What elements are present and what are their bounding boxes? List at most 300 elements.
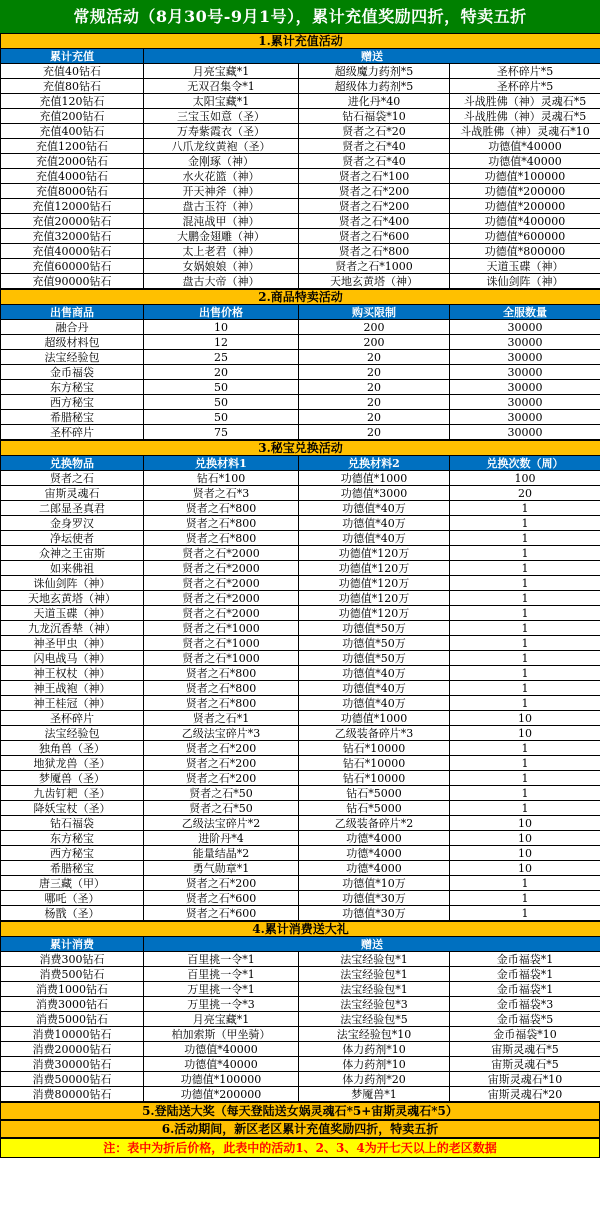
table-cell: 金币福袋: [1, 365, 144, 380]
table-cell: 贤者之石*600: [144, 906, 299, 921]
table-cell: 功德值*1000: [299, 471, 450, 486]
table-row: [1, 621, 600, 636]
table-row: [1, 425, 600, 440]
table-row: [1, 771, 600, 786]
table-cell: 超级体力药剂*5: [299, 79, 450, 94]
table-cell: 50: [144, 395, 299, 410]
table-cell: 充值12000钻石: [1, 199, 144, 214]
table-cell: 1: [450, 651, 600, 666]
table-cell: 斗战胜佛（神）灵魂石*5: [450, 109, 600, 124]
table-row: [1, 576, 600, 591]
table-row: [1, 651, 600, 666]
table-cell: 充值60000钻石: [1, 259, 144, 274]
table-row: [1, 997, 600, 1012]
table-cell: 乙级法宝碎片*3: [144, 726, 299, 741]
table-cell: 充值80钻石: [1, 79, 144, 94]
table-cell: 法宝经验包: [1, 350, 144, 365]
table-cell: 天地玄黄塔（神）: [1, 591, 144, 606]
table-cell: 进化丹*40: [299, 94, 450, 109]
table-cell: 贤者之石*2000: [144, 561, 299, 576]
header-cell: 出售商品: [1, 305, 144, 320]
table-cell: 法宝经验包*1: [299, 982, 450, 997]
table-cell: 充值1200钻石: [1, 139, 144, 154]
table-row: [1, 696, 600, 711]
table-cell: 法宝经验包*5: [299, 1012, 450, 1027]
table-cell: 20: [299, 410, 450, 425]
table-cell: 贤者之石*200: [299, 199, 450, 214]
table-cell: 1: [450, 546, 600, 561]
table-cell: 乙级装备碎片*2: [299, 816, 450, 831]
table-cell: 功德值*200000: [450, 199, 600, 214]
table-cell: 斗战胜佛（神）灵魂石*10: [450, 124, 600, 139]
table-cell: 贤者之石*2000: [144, 546, 299, 561]
table-cell: 体力药剂*10: [299, 1042, 450, 1057]
table-cell: 1: [450, 741, 600, 756]
table-cell: 充值40000钻石: [1, 244, 144, 259]
table-cell: 充值90000钻石: [1, 274, 144, 289]
table-cell: 充值40钻石: [1, 64, 144, 79]
table-cell: 超级魔力药剂*5: [299, 64, 450, 79]
table-cell: 贤者之石*20: [299, 124, 450, 139]
table-cell: 1: [450, 636, 600, 651]
table-cell: 功德值*40万: [299, 531, 450, 546]
table-cell: 金币福袋*1: [450, 982, 600, 997]
table-row: [1, 1057, 600, 1072]
table-row: [1, 320, 600, 335]
table-cell: 12: [144, 335, 299, 350]
table-row: [1, 124, 600, 139]
table-cell: 金币福袋*10: [450, 1027, 600, 1042]
table-cell: 1: [450, 876, 600, 891]
table-cell: 充值8000钻石: [1, 184, 144, 199]
footer-note: 注：表中为折后价格，此表中的活动1、2、3、4为开七天以上的老区数据: [0, 1138, 600, 1158]
table-cell: 众神之王宙斯: [1, 546, 144, 561]
table-cell: 钻石*5000: [299, 801, 450, 816]
table-cell: 贤者之石*800: [144, 516, 299, 531]
table-cell: 东方秘宝: [1, 380, 144, 395]
table-cell: 盘古大帝（神）: [144, 274, 299, 289]
table-cell: 神王权杖（神）: [1, 666, 144, 681]
table-cell: 100: [450, 471, 600, 486]
table-row: [1, 861, 600, 876]
table-row: [1, 666, 600, 681]
header-cell: 购买限制: [299, 305, 450, 320]
table-cell: 九齿钉耙（圣）: [1, 786, 144, 801]
table-cell: 充值400钻石: [1, 124, 144, 139]
table-cell: 1: [450, 591, 600, 606]
header-cell: 兑换材料2: [299, 456, 450, 471]
table-cell: 1: [450, 906, 600, 921]
table-cell: 功德值*40万: [299, 696, 450, 711]
table-cell: 200: [299, 320, 450, 335]
table-cell: 30000: [450, 320, 600, 335]
table-row: [1, 906, 600, 921]
table-cell: 如来佛祖: [1, 561, 144, 576]
table-cell: 30000: [450, 335, 600, 350]
table-cell: 万寿紫霞衣（圣）: [144, 124, 299, 139]
table-cell: 太阳宝藏*1: [144, 94, 299, 109]
table-cell: 30000: [450, 425, 600, 440]
table-row: [1, 139, 600, 154]
table-cell: 神圣甲虫（神）: [1, 636, 144, 651]
table-cell: 10: [144, 320, 299, 335]
table-cell: 八爪龙纹黄袍（圣）: [144, 139, 299, 154]
table-cell: 1: [450, 576, 600, 591]
table-cell: 功德值*120万: [299, 561, 450, 576]
table-row: [1, 726, 600, 741]
table-cell: 梦魇兽*1: [299, 1087, 450, 1102]
table-cell: 贤者之石*800: [144, 681, 299, 696]
table-cell: 东方秘宝: [1, 831, 144, 846]
table-cell: 法宝经验包*3: [299, 997, 450, 1012]
table-cell: 贤者之石*400: [299, 214, 450, 229]
table-cell: 贤者之石*800: [299, 244, 450, 259]
section-title-consumption: 4.累计消费送大礼: [1, 922, 600, 937]
table-row: [1, 350, 600, 365]
table-cell: 贤者之石*1000: [144, 651, 299, 666]
table-row: [1, 561, 600, 576]
table-cell: 地狱龙兽（圣）: [1, 756, 144, 771]
table-cell: 功德值*50万: [299, 636, 450, 651]
table-cell: 贤者之石*100: [299, 169, 450, 184]
table-row: [1, 786, 600, 801]
table-cell: 功德值*40万: [299, 681, 450, 696]
table-row: [1, 274, 600, 289]
table-row: [1, 801, 600, 816]
table-row: [1, 109, 600, 124]
table-row: [1, 606, 600, 621]
table-cell: 消费50000钻石: [1, 1072, 144, 1087]
table-cell: 金币福袋*3: [450, 997, 600, 1012]
table-cell: 钻石福袋*10: [299, 109, 450, 124]
table-row: [1, 199, 600, 214]
table-cell: 功德值*50万: [299, 621, 450, 636]
table-cell: 贤者之石*50: [144, 786, 299, 801]
table-cell: 万里挑一令*3: [144, 997, 299, 1012]
section-title-sale: 2.商品特卖活动: [1, 290, 600, 305]
table-row: [1, 259, 600, 274]
table-cell: 金币福袋*1: [450, 952, 600, 967]
table-row: [1, 816, 600, 831]
table-row: [1, 395, 600, 410]
table-cell: 圣杯碎片: [1, 711, 144, 726]
table-cell: 10: [450, 846, 600, 861]
table-cell: 20: [299, 395, 450, 410]
table-cell: 贤者之石*2000: [144, 591, 299, 606]
table-cell: 圣杯碎片*5: [450, 64, 600, 79]
table-row: [1, 891, 600, 906]
table-cell: 盘古玉符（神）: [144, 199, 299, 214]
table-cell: 消费10000钻石: [1, 1027, 144, 1042]
table-cell: 贤者之石*50: [144, 801, 299, 816]
table-cell: 贤者之石*40: [299, 139, 450, 154]
table-cell: 20: [299, 380, 450, 395]
table-cell: 金币福袋*5: [450, 1012, 600, 1027]
table-cell: 贤者之石*3: [144, 486, 299, 501]
header-cell: 累计充值: [1, 49, 144, 64]
table-row: [1, 831, 600, 846]
table-cell: 贤者之石*200: [144, 771, 299, 786]
table-cell: 柏加索斯（甲坐骑）: [144, 1027, 299, 1042]
table-row: [1, 531, 600, 546]
table-cell: 30000: [450, 380, 600, 395]
table-row: [1, 967, 600, 982]
table-row: [1, 64, 600, 79]
table-cell: 贤者之石*1000: [144, 636, 299, 651]
table-cell: 宙斯灵魂石: [1, 486, 144, 501]
table-cell: 75: [144, 425, 299, 440]
table-cell: 功德值*200000: [450, 184, 600, 199]
table-cell: 月亮宝藏*1: [144, 1012, 299, 1027]
table-cell: 杨戬（圣）: [1, 906, 144, 921]
table-cell: 10: [450, 711, 600, 726]
table-cell: 月亮宝藏*1: [144, 64, 299, 79]
table-cell: 贤者之石*600: [144, 891, 299, 906]
table-cell: 功德值*40000: [450, 154, 600, 169]
table-cell: 功德值*3000: [299, 486, 450, 501]
table-cell: 钻石*10000: [299, 756, 450, 771]
table-cell: 1: [450, 756, 600, 771]
table-cell: 20: [299, 365, 450, 380]
section-title-exchange: 3.秘宝兑换活动: [1, 441, 600, 456]
table-cell: 1: [450, 516, 600, 531]
header-cell: 出售价格: [144, 305, 299, 320]
table-cell: 钻石*10000: [299, 741, 450, 756]
table-cell: 功德值*400000: [450, 214, 600, 229]
table-cell: 30000: [450, 365, 600, 380]
header-cell: 兑换材料1: [144, 456, 299, 471]
table-cell: 30000: [450, 395, 600, 410]
special-sale-table: [0, 289, 600, 440]
table-cell: 贤者之石*1: [144, 711, 299, 726]
table-cell: 消费500钻石: [1, 967, 144, 982]
table-cell: 功德值*100000: [144, 1072, 299, 1087]
table-cell: 水火花篮（神）: [144, 169, 299, 184]
table-cell: 充值200钻石: [1, 109, 144, 124]
table-cell: 天道玉碟（神）: [1, 606, 144, 621]
table-row: [1, 229, 600, 244]
table-cell: 万里挑一令*1: [144, 982, 299, 997]
table-cell: 消费20000钻石: [1, 1042, 144, 1057]
header-cell: 兑换次数（周）: [450, 456, 600, 471]
table-cell: 50: [144, 380, 299, 395]
table-cell: 功德值*40000: [144, 1042, 299, 1057]
table-cell: 诛仙剑阵（神）: [450, 274, 600, 289]
table-row: [1, 486, 600, 501]
table-cell: 25: [144, 350, 299, 365]
table-cell: 10: [450, 861, 600, 876]
table-cell: 希腊秘宝: [1, 410, 144, 425]
table-cell: 消费80000钻石: [1, 1087, 144, 1102]
table-cell: 斗战胜佛（神）灵魂石*5: [450, 94, 600, 109]
table-cell: 梦魇兽（圣）: [1, 771, 144, 786]
table-cell: 西方秘宝: [1, 846, 144, 861]
table-cell: 200: [299, 335, 450, 350]
table-row: [1, 1027, 600, 1042]
table-cell: 三宝玉如意（圣）: [144, 109, 299, 124]
table-cell: 开天神斧（神）: [144, 184, 299, 199]
table-cell: 法宝经验包: [1, 726, 144, 741]
table-cell: 混沌战甲（神）: [144, 214, 299, 229]
table-cell: 充值4000钻石: [1, 169, 144, 184]
table-cell: 法宝经验包*1: [299, 952, 450, 967]
table-cell: 充值2000钻石: [1, 154, 144, 169]
table-cell: 功德值*600000: [450, 229, 600, 244]
table-cell: 20: [450, 486, 600, 501]
table-row: [1, 711, 600, 726]
table-row: [1, 1012, 600, 1027]
table-row: [1, 982, 600, 997]
table-cell: 希腊秘宝: [1, 861, 144, 876]
table-cell: 二郎显圣真君: [1, 501, 144, 516]
table-cell: 30000: [450, 410, 600, 425]
table-cell: 天地玄黄塔（神）: [299, 274, 450, 289]
table-cell: 50: [144, 410, 299, 425]
table-cell: 能量结晶*2: [144, 846, 299, 861]
table-cell: 1: [450, 696, 600, 711]
table-cell: 天道玉碟（神）: [450, 259, 600, 274]
table-cell: 1: [450, 891, 600, 906]
table-cell: 功德值*40万: [299, 666, 450, 681]
table-cell: 净坛使者: [1, 531, 144, 546]
table-row: [1, 591, 600, 606]
table-cell: 消费1000钻石: [1, 982, 144, 997]
table-cell: 钻石*10000: [299, 771, 450, 786]
table-cell: 圣杯碎片: [1, 425, 144, 440]
table-row: [1, 410, 600, 425]
table-cell: 法宝经验包*10: [299, 1027, 450, 1042]
table-row: [1, 365, 600, 380]
table-cell: 钻石福袋: [1, 816, 144, 831]
table-cell: 九龙沉香辇（神）: [1, 621, 144, 636]
table-cell: 20: [144, 365, 299, 380]
table-cell: 功德值*100000: [450, 169, 600, 184]
table-cell: 功德值*120万: [299, 546, 450, 561]
table-row: [1, 335, 600, 350]
table-row: [1, 516, 600, 531]
table-cell: 体力药剂*20: [299, 1072, 450, 1087]
table-cell: 乙级法宝碎片*2: [144, 816, 299, 831]
table-row: [1, 169, 600, 184]
table-row: [1, 79, 600, 94]
table-cell: 10: [450, 816, 600, 831]
table-cell: 神王桂冠（神）: [1, 696, 144, 711]
table-row: [1, 1087, 600, 1102]
table-cell: 充值120钻石: [1, 94, 144, 109]
table-row: [1, 471, 600, 486]
table-cell: 1: [450, 501, 600, 516]
table-cell: 勇气勋章*1: [144, 861, 299, 876]
table-row: [1, 846, 600, 861]
table-cell: 女娲娘娘（神）: [144, 259, 299, 274]
table-cell: 功德值*120万: [299, 576, 450, 591]
table-cell: 功德值*40万: [299, 501, 450, 516]
recharge-table: [0, 33, 600, 289]
table-cell: 10: [450, 831, 600, 846]
table-row: [1, 501, 600, 516]
header-cell: 全服数量: [450, 305, 600, 320]
table-cell: 10: [450, 726, 600, 741]
table-cell: 百里挑一令*1: [144, 967, 299, 982]
table-cell: 20: [299, 350, 450, 365]
table-cell: 贤者之石*800: [144, 666, 299, 681]
table-cell: 功德值*800000: [450, 244, 600, 259]
table-cell: 功德值*50万: [299, 651, 450, 666]
table-cell: 1: [450, 801, 600, 816]
table-cell: 贤者之石*800: [144, 531, 299, 546]
table-cell: 贤者之石*2000: [144, 576, 299, 591]
table-cell: 功德*4000: [299, 831, 450, 846]
table-cell: 西方秘宝: [1, 395, 144, 410]
table-cell: 充值20000钻石: [1, 214, 144, 229]
table-cell: 贤者之石: [1, 471, 144, 486]
table-cell: 1: [450, 771, 600, 786]
table-cell: 贤者之石*200: [144, 741, 299, 756]
table-cell: 消费300钻石: [1, 952, 144, 967]
table-cell: 1: [450, 531, 600, 546]
header-cell: 累计消费: [1, 937, 144, 952]
table-cell: 宙斯灵魂石*5: [450, 1042, 600, 1057]
table-cell: 贤者之石*800: [144, 501, 299, 516]
table-cell: 降妖宝杖（圣）: [1, 801, 144, 816]
table-cell: 唐三藏（甲）: [1, 876, 144, 891]
table-cell: 充值32000钻石: [1, 229, 144, 244]
header-cell: 兑换物品: [1, 456, 144, 471]
table-cell: 功德*4000: [299, 846, 450, 861]
table-cell: 贤者之石*2000: [144, 606, 299, 621]
table-cell: 功德值*200000: [144, 1087, 299, 1102]
table-cell: 闪电战马（神）: [1, 651, 144, 666]
table-cell: 金身罗汉: [1, 516, 144, 531]
table-row: [1, 94, 600, 109]
table-cell: 诛仙剑阵（神）: [1, 576, 144, 591]
header-cell: 赠送: [144, 49, 600, 64]
table-row: [1, 876, 600, 891]
table-cell: 贤者之石*600: [299, 229, 450, 244]
page-title: 常规活动（8月30号-9月1号），累计充值奖励四折，特卖五折: [0, 0, 600, 33]
table-row: [1, 546, 600, 561]
table-cell: 哪吒（圣）: [1, 891, 144, 906]
table-cell: 功德值*40000: [450, 139, 600, 154]
table-cell: 宙斯灵魂石*5: [450, 1057, 600, 1072]
table-cell: 独角兽（圣）: [1, 741, 144, 756]
table-cell: 融合丹: [1, 320, 144, 335]
section-title-recharge: 1.累计充值活动: [1, 34, 600, 49]
table-cell: 消费5000钻石: [1, 1012, 144, 1027]
table-row: [1, 184, 600, 199]
table-cell: 功德值*120万: [299, 606, 450, 621]
table-cell: 宙斯灵魂石*10: [450, 1072, 600, 1087]
table-cell: 超级材料包: [1, 335, 144, 350]
table-cell: 1: [450, 561, 600, 576]
table-cell: 百里挑一令*1: [144, 952, 299, 967]
table-cell: 功德值*30万: [299, 891, 450, 906]
table-cell: 圣杯碎片*5: [450, 79, 600, 94]
table-cell: 功德值*10万: [299, 876, 450, 891]
table-cell: 金刚琢（神）: [144, 154, 299, 169]
table-cell: 贤者之石*40: [299, 154, 450, 169]
table-cell: 贤者之石*800: [144, 696, 299, 711]
table-cell: 1: [450, 666, 600, 681]
table-cell: 体力药剂*10: [299, 1057, 450, 1072]
table-cell: 钻石*5000: [299, 786, 450, 801]
table-cell: 功德值*30万: [299, 906, 450, 921]
table-cell: 功德*4000: [299, 861, 450, 876]
table-cell: 金币福袋*1: [450, 967, 600, 982]
table-row: [1, 154, 600, 169]
table-cell: 1: [450, 681, 600, 696]
table-cell: 法宝经验包*1: [299, 967, 450, 982]
